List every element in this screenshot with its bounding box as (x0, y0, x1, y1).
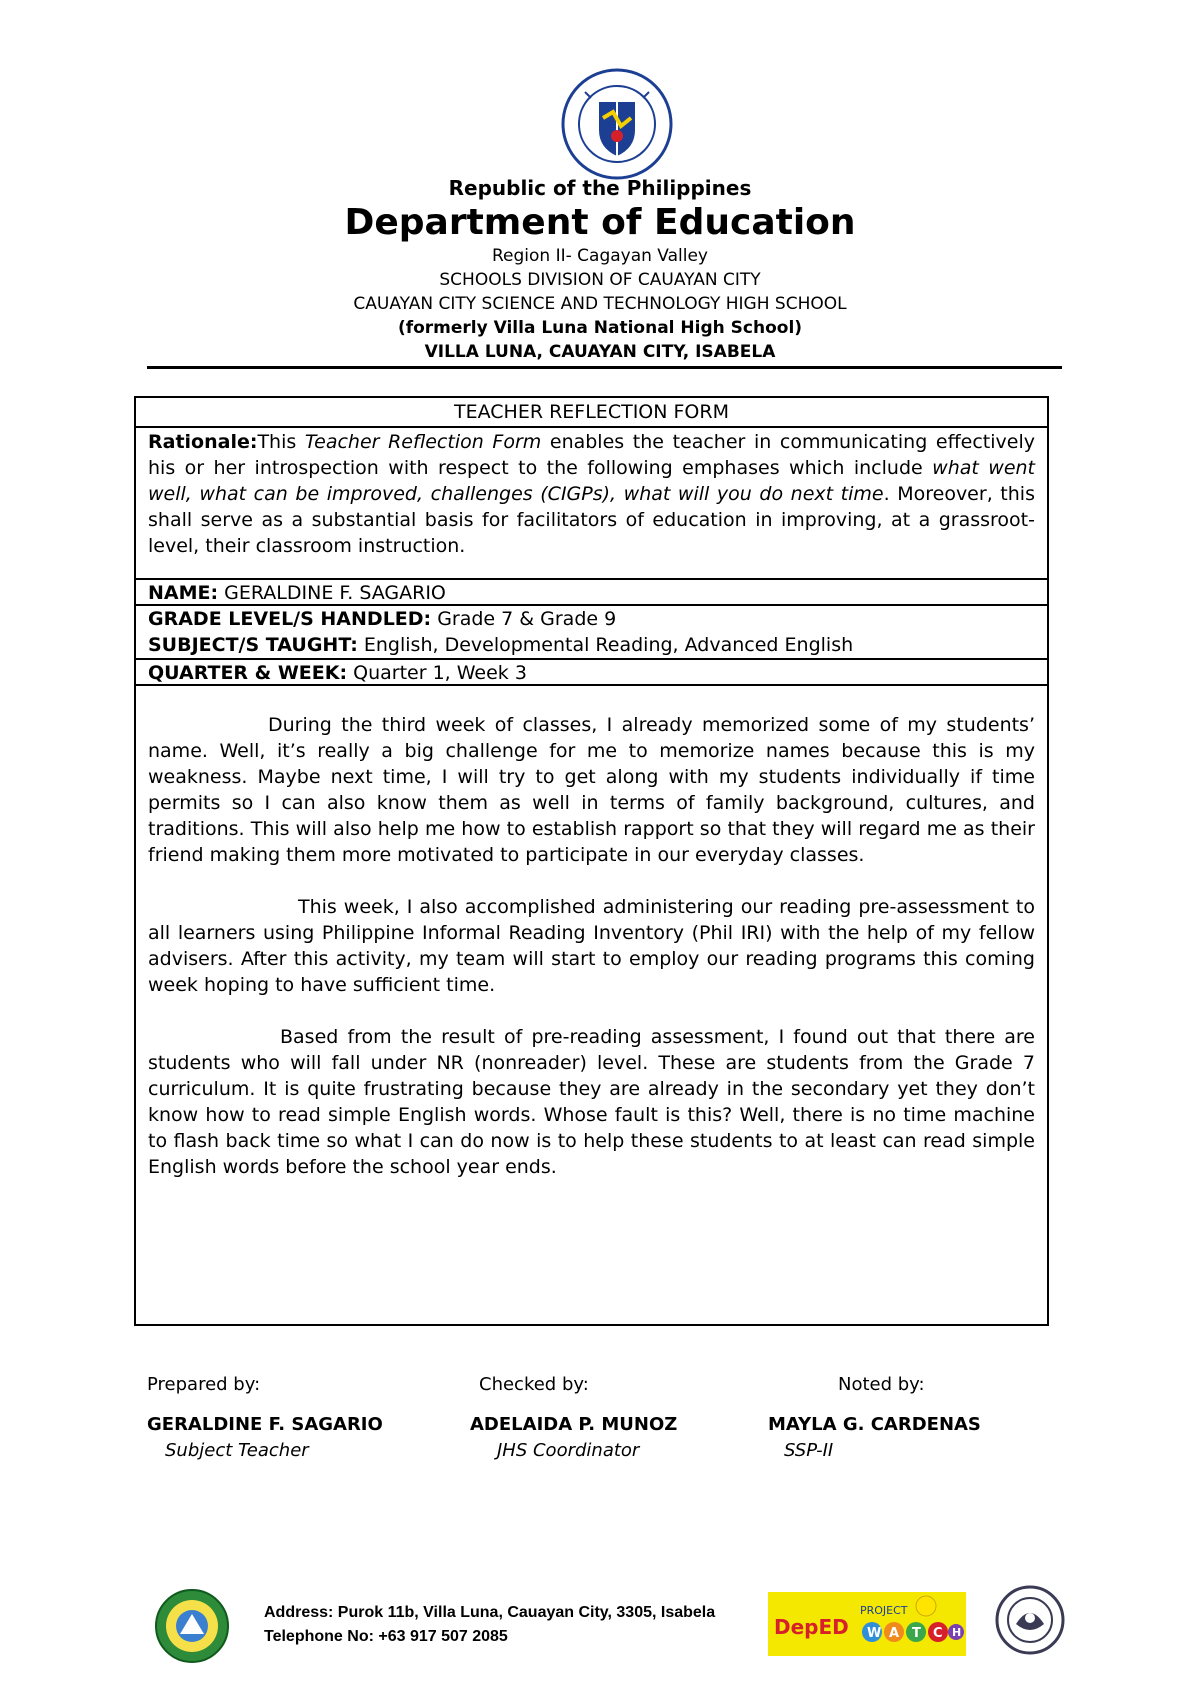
subject-label: SUBJECT/S TAUGHT: (148, 634, 358, 656)
reflection-body (136, 688, 1047, 1326)
prepared-by-label: Prepared by: (147, 1374, 261, 1395)
checked-by-name: ADELAIDA P. MUNOZ (470, 1414, 678, 1435)
quarter-label: QUARTER & WEEK: (148, 662, 348, 684)
rationale-part: enables the teacher in communicating effectively his or her introspection with respect to the following emphases which include (148, 431, 1035, 479)
checked-by-role: JHS Coordinator (497, 1440, 640, 1461)
grade-label: GRADE LEVEL/S HANDLED: (148, 608, 432, 630)
rationale-text (136, 429, 1047, 559)
checked-by-label: Checked by: (479, 1374, 589, 1395)
division-line: SCHOOLS DIVISION OF CAUAYAN CITY (439, 270, 761, 290)
prepared-by-name: GERALDINE F. SAGARIO (147, 1414, 383, 1435)
watch-letter: H (952, 1626, 962, 1639)
watch-letter: A (889, 1626, 900, 1641)
region-line: Region II- Cagayan Valley (491, 246, 708, 266)
school-address-line: VILLA LUNA, CAUAYAN CITY, ISABELA (424, 342, 776, 362)
rationale-form-name: Teacher Reflection Form (304, 431, 542, 453)
reflection-paragraph-1: During the third week of classes, I already memorized some of my students’ name. Well, it’s really a big challenge for me to memorize names because this is my weakness. Maybe next time, I will try to get along with my students individually if time permits so I can also know them as well in terms of family background, cultures, and traditions. This will also help me how to establish rapport so that they will regard me as their friend making them more motivated to participate in our everyday classes. (148, 714, 1035, 866)
name-value: GERALDINE F. SAGARIO (218, 582, 446, 604)
deped-seal-logo (561, 68, 673, 180)
partner-seal-logo (994, 1584, 1066, 1656)
name-row (136, 580, 1047, 606)
name-label: NAME: (148, 582, 219, 604)
department-heading: Department of Education (344, 202, 856, 243)
rationale-part: . Moreover, this shall serve as a substantial basis for facilitators of education in improving, at a grassroot-level, their classroom instruction. (148, 483, 1035, 557)
formerly-line: (formerly Villa Luna National High School) (397, 318, 803, 338)
rationale-part: This (257, 431, 305, 453)
teacher-reflection-form (134, 396, 1049, 1326)
form-title: TEACHER REFLECTION FORM (136, 398, 1047, 428)
reflection-paragraph-3: Based from the result of pre-reading assessment, I found out that there are students who will fall under NR (nonreader) level. These are students from the Grade 7 curriculum. It is quite frustrating because they are already in the secondary yet they don’t know how to read simple English words. Whose fault is this? Well, there is no time machine to flash back time so what I can do now is to help these students to at least can read simple English words before the school year ends. (148, 1026, 1035, 1178)
grade-value: Grade 7 & Grade 9 (431, 608, 617, 630)
noted-by-role: SSP-II (784, 1440, 834, 1461)
reflection-paragraph-2: This week, I also accomplished administering our reading pre-assessment to all learners using Philippine Informal Reading Inventory (Phil IRI) with the help of my fellow advisers. After this activity, my team will start to employ our reading programs this coming week hoping to have sufficient time. (148, 896, 1035, 996)
subject-value: English, Developmental Reading, Advanced English (357, 634, 854, 656)
rationale-row (136, 428, 1047, 580)
header-divider (147, 366, 1062, 369)
deped-logo-text: DepED (774, 1615, 849, 1639)
grade-subject-quarter-row (136, 606, 1047, 686)
noted-by-label: Noted by: (838, 1374, 925, 1395)
watch-letter: W (867, 1626, 882, 1641)
rationale-label: Rationale: (148, 431, 258, 453)
footer-telephone: Telephone No: +63 917 507 2085 (264, 1628, 508, 1645)
prepared-by-role: Subject Teacher (165, 1440, 309, 1461)
school-logo (154, 1588, 230, 1664)
watch-letter: C (933, 1626, 943, 1641)
school-line: CAUAYAN CITY SCIENCE AND TECHNOLOGY HIGH SCHOOL (353, 294, 847, 314)
watch-letter: T (912, 1626, 921, 1641)
project-label: PROJECT (860, 1604, 908, 1617)
noted-by-name: MAYLA G. CARDENAS (768, 1414, 981, 1435)
rationale-emphases: what went well, what can be improved, challenges (CIGPs), what will you do next time (148, 457, 1036, 505)
footer-address: Address: Purok 11b, Villa Luna, Cauayan City, 3305, Isabela (264, 1604, 716, 1621)
republic-heading: Republic of the Philippines (448, 176, 752, 200)
quarter-value: Quarter 1, Week 3 (347, 662, 527, 684)
deped-project-watch-banner (768, 1592, 966, 1656)
